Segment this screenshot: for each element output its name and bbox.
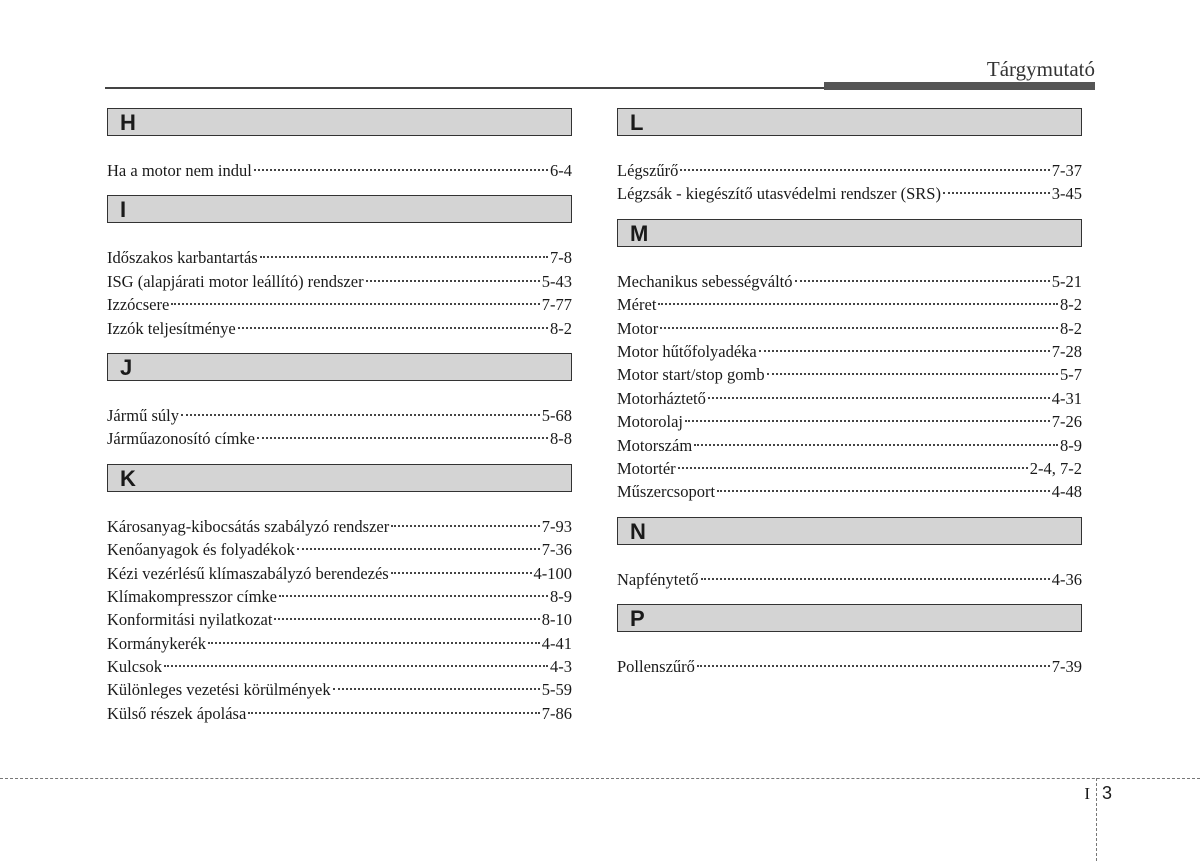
dot-leader — [391, 525, 540, 527]
dot-leader — [697, 665, 1050, 667]
index-entry-list — [107, 404, 572, 451]
index-entry[interactable] — [107, 632, 572, 655]
index-entry[interactable] — [617, 363, 1082, 386]
dot-leader — [333, 688, 540, 690]
index-section-k — [107, 464, 572, 726]
dot-leader — [759, 350, 1050, 352]
dot-leader — [279, 595, 548, 597]
index-entry[interactable] — [107, 427, 572, 450]
index-entry-name: Méret — [617, 295, 657, 315]
index-section-h — [107, 108, 572, 182]
dot-leader — [694, 444, 1058, 446]
section-letter-header: I — [107, 195, 572, 223]
index-entry-list — [617, 159, 1082, 206]
index-entry[interactable] — [617, 293, 1082, 316]
dot-leader — [171, 303, 539, 305]
index-section-m — [617, 219, 1082, 504]
header-accent-bar — [824, 82, 1095, 90]
index-entry-list — [617, 270, 1082, 504]
index-entry[interactable] — [107, 293, 572, 316]
index-entry-pages: 5-43 — [541, 271, 572, 291]
dot-leader — [701, 578, 1050, 580]
index-entry[interactable] — [617, 159, 1082, 182]
index-entry-name: Mechanikus sebességváltó — [617, 271, 793, 291]
index-entry-pages: 8-10 — [541, 610, 572, 630]
dot-leader — [795, 280, 1050, 282]
index-entry-name: Jármű súly — [107, 405, 179, 425]
index-entry-pages: 7-93 — [541, 516, 572, 536]
footer-divider — [0, 778, 1200, 779]
section-letter-header: L — [617, 108, 1082, 136]
index-entry-name: Különleges vezetési körülmények — [107, 680, 331, 700]
dot-leader — [943, 192, 1050, 194]
index-entry-pages: 7-37 — [1051, 161, 1082, 180]
section-letter-header: K — [107, 464, 572, 492]
index-column-left — [107, 108, 572, 738]
dot-leader — [366, 280, 540, 282]
dot-leader — [181, 414, 540, 416]
index-entry-name: Klímakompresszor címke — [107, 586, 277, 606]
dot-leader — [238, 327, 548, 329]
index-entry[interactable] — [107, 159, 572, 182]
index-entry[interactable] — [617, 457, 1082, 480]
index-entry-name: Konformitási nyilatkozat — [107, 610, 273, 630]
footer-section-label: I — [1084, 784, 1090, 803]
index-entry[interactable] — [107, 562, 572, 585]
index-entry-pages: 4-31 — [1051, 388, 1082, 408]
index-entry[interactable] — [617, 182, 1082, 205]
index-entry-name: Légzsák - kiegészítő utasvédelmi rendszer (SRS) — [617, 184, 941, 204]
footer-vertical-divider — [1096, 778, 1097, 861]
index-entry-name: Kormánykerék — [107, 633, 206, 653]
index-section-n — [617, 517, 1082, 591]
index-entry-pages: 7-39 — [1051, 657, 1082, 677]
index-entry-name: Motor start/stop gomb — [617, 365, 765, 385]
index-entry-pages: 4-100 — [533, 563, 572, 583]
index-entry[interactable] — [617, 317, 1082, 340]
dot-leader — [391, 572, 532, 574]
dot-leader — [274, 618, 539, 620]
dot-leader — [680, 169, 1049, 171]
index-entry[interactable] — [107, 317, 572, 340]
section-letter-header: H — [107, 108, 572, 136]
index-entry-pages: 6-4 — [550, 161, 572, 180]
index-entry-pages: 7-28 — [1051, 341, 1082, 361]
index-entry-pages: 7-8 — [550, 248, 572, 268]
index-entry[interactable] — [107, 678, 572, 701]
index-section-l — [617, 108, 1082, 206]
index-entry-name: Motorszám — [617, 435, 693, 455]
dot-leader — [678, 467, 1028, 469]
section-letter-header: N — [617, 517, 1082, 545]
index-entry[interactable] — [107, 702, 572, 725]
section-letter-header: M — [617, 219, 1082, 247]
index-entry-pages: 4-36 — [1051, 569, 1082, 589]
index-entry[interactable] — [107, 655, 572, 678]
index-entry-pages: 8-2 — [550, 318, 572, 338]
dot-leader — [257, 437, 548, 439]
index-entry[interactable] — [617, 270, 1082, 293]
dot-leader — [685, 420, 1050, 422]
index-entry-pages: 5-21 — [1051, 271, 1082, 291]
index-entry[interactable] — [617, 340, 1082, 363]
index-entry-name: Motor — [617, 318, 659, 338]
index-entry-pages: 2-4, 7-2 — [1029, 458, 1082, 478]
index-entry-name: Kézi vezérlésű klímaszabályzó berendezés — [107, 563, 389, 583]
index-entry[interactable] — [107, 404, 572, 427]
index-entry[interactable] — [107, 246, 572, 269]
dot-leader — [208, 642, 540, 644]
index-entry-pages: 7-86 — [541, 703, 572, 723]
index-entry-pages: 4-48 — [1051, 482, 1082, 502]
index-entry[interactable] — [107, 538, 572, 561]
dot-leader — [767, 373, 1058, 375]
index-entry-name: Izzócsere — [107, 295, 170, 315]
index-entry-pages: 8-2 — [1060, 295, 1082, 315]
index-entry-pages: 5-7 — [1060, 365, 1082, 385]
index-entry-pages: 4-41 — [541, 633, 572, 653]
index-entry-name: Légszűrő — [617, 161, 679, 180]
index-section-p — [617, 604, 1082, 678]
index-entry[interactable] — [617, 480, 1082, 503]
index-entry-name: Motorolaj — [617, 412, 683, 432]
page-title: Tárgymutató — [986, 57, 1095, 81]
index-entry-pages: 7-77 — [541, 295, 572, 315]
index-entry[interactable] — [617, 434, 1082, 457]
index-entry-pages: 7-36 — [541, 540, 572, 560]
index-column-right — [617, 108, 1082, 691]
index-entry[interactable] — [107, 608, 572, 631]
dot-leader — [248, 712, 539, 714]
index-entry-name: Motortér — [617, 458, 676, 478]
dot-leader — [260, 256, 548, 258]
index-entry-name: Kenőanyagok és folyadékok — [107, 540, 295, 560]
index-entry[interactable] — [617, 568, 1082, 591]
index-entry-name: Károsanyag-kibocsátás szabályzó rendszer — [107, 516, 390, 536]
dot-leader — [297, 548, 540, 550]
index-entry-name: Kulcsok — [107, 657, 162, 677]
index-entry-pages: 8-9 — [550, 586, 572, 606]
dot-leader — [660, 327, 1058, 329]
index-entry-name: Izzók teljesítménye — [107, 318, 236, 338]
section-letter-header: J — [107, 353, 572, 381]
index-entry[interactable] — [107, 515, 572, 538]
dot-leader — [254, 169, 548, 171]
index-entry-pages: 8-9 — [1060, 435, 1082, 455]
index-entry-pages: 8-8 — [550, 429, 572, 449]
dot-leader — [164, 665, 548, 667]
index-entry-name: ISG (alapjárati motor leállító) rendszer — [107, 271, 364, 291]
index-entry-list — [617, 655, 1082, 678]
index-entry-name: Időszakos karbantartás — [107, 248, 258, 268]
index-entry-list — [107, 159, 572, 182]
index-entry[interactable] — [107, 585, 572, 608]
index-entry-pages: 8-2 — [1060, 318, 1082, 338]
index-entry-pages: 3-45 — [1051, 184, 1082, 204]
dot-leader — [658, 303, 1058, 305]
index-entry-name: Ha a motor nem indul — [107, 161, 252, 180]
index-section-j — [107, 353, 572, 451]
index-entry-name: Napfénytető — [617, 569, 699, 589]
index-entry[interactable] — [617, 655, 1082, 678]
index-section-i — [107, 195, 572, 340]
index-entry-name: Járműazonosító címke — [107, 429, 256, 449]
index-entry[interactable] — [617, 387, 1082, 410]
index-entry-name: Külső részek ápolása — [107, 703, 247, 723]
index-entry-list — [107, 246, 572, 340]
index-entry-pages: 7-26 — [1051, 412, 1082, 432]
index-entry[interactable] — [617, 410, 1082, 433]
index-entry-name: Motor hűtőfolyadéka — [617, 341, 757, 361]
index-entry-pages: 5-68 — [541, 405, 572, 425]
dot-leader — [708, 397, 1050, 399]
section-letter-header: P — [617, 604, 1082, 632]
index-entry-name: Motorháztető — [617, 388, 706, 408]
index-entry-list — [107, 515, 572, 726]
dot-leader — [717, 490, 1050, 492]
index-entry-pages: 5-59 — [541, 680, 572, 700]
page-number: 3 — [1102, 783, 1113, 803]
index-entry-name: Pollenszűrő — [617, 657, 695, 677]
index-entry[interactable] — [107, 270, 572, 293]
index-entry-pages: 4-3 — [550, 657, 572, 677]
index-entry-list — [617, 568, 1082, 591]
index-entry-name: Műszercsoport — [617, 482, 716, 502]
